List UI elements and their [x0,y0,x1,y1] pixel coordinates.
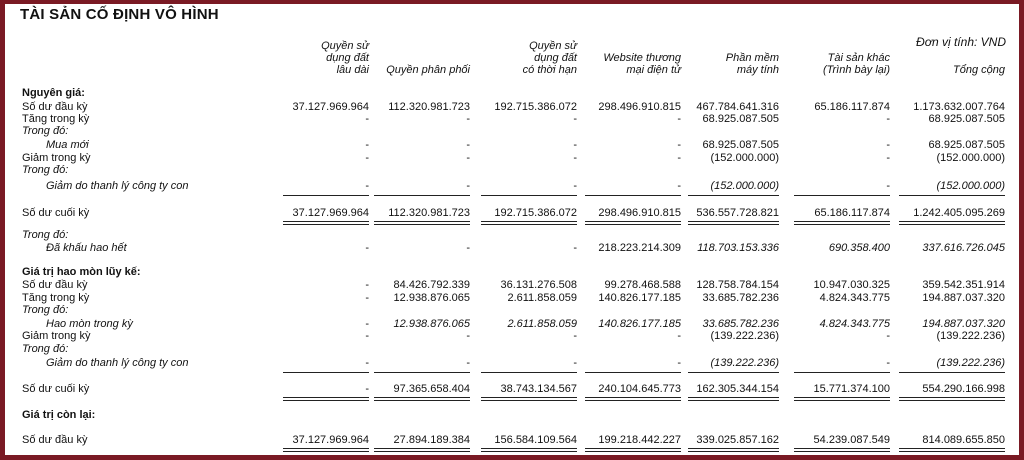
single-rule [283,195,369,196]
row-label: Mua mới [46,139,89,151]
table-cell: (152.000.000) [710,180,779,192]
table-cell: - [365,318,369,330]
single-rule [794,372,890,373]
double-rule [899,397,1005,401]
table-row [0,125,1024,137]
table-cell: - [677,180,681,192]
row-label: Giảm do thanh lý công ty con [46,180,189,192]
table-cell: - [677,357,681,369]
column-header [790,52,890,76]
single-rule [688,372,779,373]
table-cell: 1.242.405.095.269 [913,207,1005,219]
row-label: Trong đó: [22,164,69,176]
row-label: Số dư đầu kỳ [22,101,88,113]
table-cell: 690.358.400 [828,242,890,254]
row-label: Hao mòn trong kỳ [46,318,133,330]
table-cell: 162.305.344.154 [696,383,779,395]
table-cell: 112.320.981.723 [388,101,470,113]
table-cell: 15.771.374.100 [813,383,890,395]
double-rule [374,221,470,225]
table-cell: 4.824.343.775 [819,292,890,304]
table-cell: - [466,357,470,369]
table-cell: 68.925.087.505 [928,113,1005,125]
table-cell: - [365,383,369,395]
table-cell: - [365,113,369,125]
table-cell: - [573,152,577,164]
double-rule [899,221,1005,225]
single-rule [585,195,681,196]
table-cell: - [886,113,890,125]
table-cell: 68.925.087.505 [702,139,779,151]
table-cell: - [573,357,577,369]
table-cell: 240.104.645.773 [598,383,681,395]
table-cell: - [677,113,681,125]
single-rule [283,372,369,373]
double-rule [481,397,577,401]
table-cell: 536.557.728.821 [696,207,779,219]
double-rule [899,448,1005,452]
table-cell: 36.131.276.508 [500,279,577,291]
single-rule [585,372,681,373]
page-title: TÀI SẢN CỐ ĐỊNH VÔ HÌNH [20,6,219,23]
table-cell: 65.186.117.874 [814,207,890,219]
table-cell: (139.222.236) [710,357,779,369]
table-row [0,434,1024,446]
table-cell: 192.715.386.072 [494,101,577,113]
row-label: Số dư đầu kỳ [22,434,88,446]
table-cell: 37.127.969.964 [292,101,369,113]
column-header-line: dụng đất [326,52,369,64]
column-header-line: Quyền sử [321,40,369,52]
table-cell: 298.496.910.815 [598,101,681,113]
table-cell: 65.186.117.874 [814,101,890,113]
row-label: Trong đó: [22,343,69,355]
table-row [0,207,1024,219]
table-cell: (139.222.236) [710,330,779,342]
table-cell: - [365,330,369,342]
table-row [0,409,1024,421]
row-label: Giảm do thanh lý công ty con [46,357,189,369]
table-row [0,139,1024,151]
table-row [0,343,1024,355]
table-cell: 97.365.658.404 [393,383,470,395]
table-cell: - [466,180,470,192]
column-header [279,40,369,76]
table-cell: 12.938.876.065 [393,292,470,304]
double-rule [283,397,369,401]
table-cell: - [365,242,369,254]
table-cell: - [677,330,681,342]
column-header [684,52,779,76]
table-row [0,279,1024,291]
table-cell: 4.824.343.775 [819,318,890,330]
double-rule [374,448,470,452]
double-rule [794,448,890,452]
column-header-line: mại điện tử [626,64,681,76]
table-row [0,292,1024,304]
table-cell: 194.887.037.320 [922,318,1005,330]
double-rule [283,448,369,452]
table-cell: - [886,180,890,192]
table-cell: 814.089.655.850 [922,434,1005,446]
column-header [370,64,470,76]
table-cell: 84.426.792.339 [393,279,470,291]
table-cell: - [573,242,577,254]
table-cell: - [573,330,577,342]
table-cell: 37.127.969.964 [292,207,369,219]
table-cell: 192.715.386.072 [494,207,577,219]
table-cell: - [365,279,369,291]
column-header-line: Quyền phân phối [386,64,470,76]
table-row [0,101,1024,113]
table-cell: 2.611.858.059 [507,318,577,330]
table-row [0,304,1024,316]
table-cell: 359.542.351.914 [922,279,1005,291]
table-cell: - [365,152,369,164]
double-rule [688,448,779,452]
table-cell: 37.127.969.964 [292,434,369,446]
table-cell: - [466,330,470,342]
table-cell: (152.000.000) [710,152,779,164]
table-row [0,87,1024,99]
double-rule [794,397,890,401]
double-rule [794,221,890,225]
table-cell: 128.758.784.154 [696,279,779,291]
single-rule [374,195,470,196]
column-header-line: lâu dài [336,64,369,76]
table-cell: - [573,180,577,192]
column-header-line: Website thương [603,52,681,64]
table-cell: 298.496.910.815 [598,207,681,219]
double-rule [688,397,779,401]
table-cell: 339.025.857.162 [696,434,779,446]
column-header-line: dụng đất [534,52,577,64]
row-label: Tăng trong kỳ [22,113,90,125]
table-row [0,180,1024,192]
column-header [477,40,577,76]
table-cell: 199.218.442.227 [598,434,681,446]
double-rule [374,397,470,401]
column-header-line: có thời hạn [522,64,577,76]
row-label: Giá trị còn lại: [22,409,96,421]
row-label: Trong đó: [22,229,69,241]
table-row [0,113,1024,125]
table-cell: 12.938.876.065 [393,318,470,330]
table-row [0,318,1024,330]
row-label: Giảm trong kỳ [22,330,91,342]
table-cell: - [466,242,470,254]
table-cell: 156.584.109.564 [494,434,577,446]
table-cell: 337.616.726.045 [922,242,1005,254]
double-rule [283,221,369,225]
table-cell: 1.173.632.007.764 [913,101,1005,113]
double-rule [585,221,681,225]
table-cell: - [573,113,577,125]
table-cell: - [886,152,890,164]
table-cell: - [365,357,369,369]
column-header-line: máy tính [736,64,779,76]
table-cell: - [886,357,890,369]
single-rule [794,195,890,196]
column-header [895,64,1005,76]
column-header-line: Quyền sử [529,40,577,52]
table-cell: - [677,139,681,151]
table-cell: - [886,330,890,342]
single-rule [899,195,1005,196]
table-cell: - [365,180,369,192]
table-cell: 218.223.214.309 [598,242,681,254]
table-cell: - [677,152,681,164]
row-label: Nguyên giá: [22,87,85,99]
column-header [581,52,681,76]
table-cell: - [466,152,470,164]
row-label: Số dư cuối kỳ [22,207,90,219]
double-rule [688,221,779,225]
table-row [0,152,1024,164]
column-header-line: Phần mềm [725,52,779,64]
single-rule [481,372,577,373]
table-cell: (152.000.000) [936,180,1005,192]
table-cell: - [466,139,470,151]
table-row [0,383,1024,395]
table-cell: 140.826.177.185 [598,292,681,304]
table-cell: - [466,113,470,125]
column-header-line: (Trình bày lại) [822,64,890,76]
single-rule [688,195,779,196]
table-cell: - [886,139,890,151]
double-rule [585,448,681,452]
table-cell: (139.222.236) [936,330,1005,342]
table-cell: 467.784.641.316 [696,101,779,113]
table-cell: 33.685.782.236 [702,292,779,304]
table-row [0,229,1024,241]
table-cell: 68.925.087.505 [928,139,1005,151]
table-row [0,330,1024,342]
table-cell: - [365,139,369,151]
row-label: Giảm trong kỳ [22,152,91,164]
row-label: Đã khấu hao hết [46,242,127,254]
column-header-line: Tổng cộng [953,64,1005,76]
row-label: Giá trị hao mòn lũy kế: [22,266,141,278]
currency-unit: Đơn vị tính: VND [916,35,1006,49]
row-label: Trong đó: [22,304,69,316]
double-rule [481,448,577,452]
table-cell: 118.703.153.336 [697,242,779,254]
single-rule [374,372,470,373]
row-label: Số dư cuối kỳ [22,383,90,395]
table-cell: - [573,139,577,151]
row-label: Tăng trong kỳ [22,292,90,304]
table-cell: 54.239.087.549 [813,434,890,446]
table-cell: 554.290.166.998 [922,383,1005,395]
table-row [0,164,1024,176]
column-header-line: Tài sản khác [827,52,890,64]
table-cell: 99.278.468.588 [604,279,681,291]
row-label: Trong đó: [22,125,69,137]
row-label: Số dư đầu kỳ [22,279,88,291]
single-rule [899,372,1005,373]
table-cell: 140.826.177.185 [598,318,681,330]
table-cell: - [365,292,369,304]
table-cell: (152.000.000) [936,152,1005,164]
table-cell: 194.887.037.320 [922,292,1005,304]
single-rule [481,195,577,196]
table-cell: (139.222.236) [936,357,1005,369]
table-row [0,266,1024,278]
table-cell: 2.611.858.059 [507,292,577,304]
table-cell: 112.320.981.723 [388,207,470,219]
table-cell: 38.743.134.567 [500,383,577,395]
table-cell: 27.894.189.384 [393,434,470,446]
table-row [0,242,1024,254]
table-cell: 68.925.087.505 [702,113,779,125]
double-rule [481,221,577,225]
table-cell: 10.947.030.325 [813,279,890,291]
table-cell: 33.685.782.236 [702,318,779,330]
double-rule [585,397,681,401]
table-row [0,357,1024,369]
